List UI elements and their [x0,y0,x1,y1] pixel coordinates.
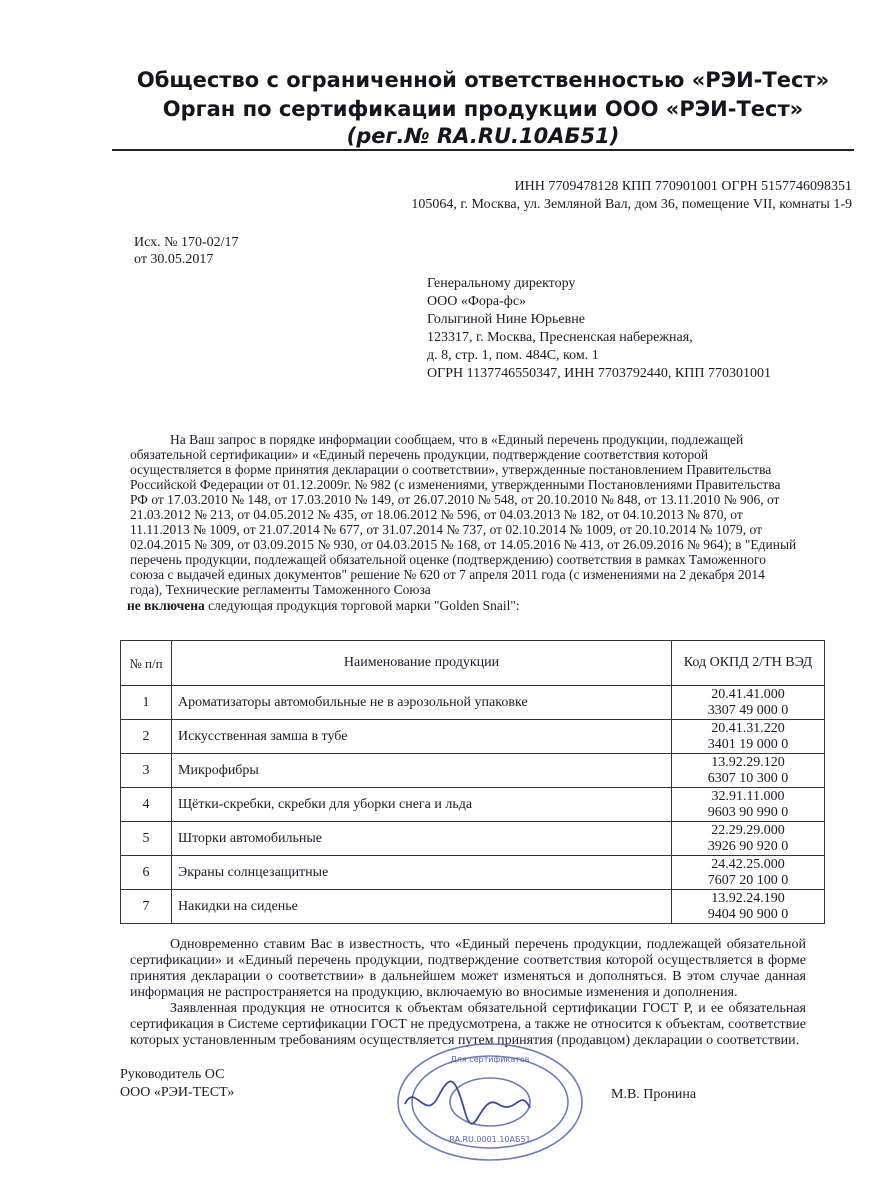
table-row [121,856,825,890]
okpd-code: 13.92.24.190 [711,890,785,906]
row-name: Искусственная замша в тубе [172,720,672,754]
org-name: Общество с ограниченной ответственностью «РЭИ-Тест» [136,68,830,92]
body-line: Российской Федерации от 01.12.2009г. № 982 (с изменениями, утвержденными Постановлениями Правительства [130,477,781,492]
row-num: 2 [121,720,172,754]
row-name: Шторки автомобильные [172,822,672,856]
row-code [672,754,825,788]
okpd-code: 24.42.25.000 [711,856,785,872]
row-name: Накидки на сиденье [172,890,672,924]
registration-number: (рег.№ RA.RU.10АБ51) [346,124,620,148]
org-address: 105064, г. Москва, ул. Земляной Вал, дом 36, помещение VII, комнаты 1-9 [411,197,852,212]
not-included-rest: следующая продукция торговой марки "Golden Snail": [204,598,520,613]
signatory-name: М.В. Пронина [611,1087,697,1102]
row-code [672,856,825,890]
official-stamp [380,1042,600,1162]
table-header-row [121,641,825,686]
okpd-code: 20.41.31.220 [711,720,785,736]
body-line: РФ от 17.03.2010 № 148, от 17.03.2010 № 149, от 26.07.2010 № 548, от 20.10.2010 № 848, от 13.11.2010 № 906, от [130,492,780,507]
body-line: 02.04.2015 № 309, от 03.09.2015 № 930, от 04.03.2015 № 168, от 14.05.2016 № 413, от 26.09.2016 № 964); в "Единый [130,537,797,552]
not-included-bold: не включена [127,598,205,613]
tnved-code: 9404 90 900 0 [707,906,789,922]
recipient-line: ОГРН 1137746550347, ИНН 7703792440, КПП 770301001 [427,366,771,381]
row-name: Экраны солнцезащитные [172,856,672,890]
row-num: 1 [121,686,172,720]
okpd-code: 20.41.41.000 [711,686,785,702]
closing-para-2: Заявленная продукция не относится к объектам обязательной сертификации ГОСТ Р, и ее обязательная сертификация в Системе сертификации ГОСТ не предусмотрена, а также не относится к объектам, соответствие которых установленным требованиям осуществляется путем принятия (продавцом) декларации о соответствии. [130,1001,806,1048]
tnved-code: 3401 19 000 0 [707,736,789,752]
tnved-code: 3307 49 000 0 [707,702,789,718]
closing-paragraphs [130,937,806,1049]
signatory-title: Руководитель ОС [120,1067,225,1082]
row-code [672,686,825,720]
row-num: 6 [121,856,172,890]
recipient-line: 123317, г. Москва, Пресненская набережная, [427,330,693,345]
recipient-line: ООО «Фора-фс» [427,294,527,309]
closing-para-1: Одновременно ставим Вас в известность, что «Единый перечень продукции, подлежащей обязательной сертификации» и «Единый перечень продукции, подтверждение соответствия которой осуществляется в форме принятия декларации о соответствии» в дальнейшем может изменяться и дополняться. В этом случае данная информация не распространяется на продукцию, включаемую во вносимые изменения и дополнения. [130,937,806,1000]
body-line: союза с выдачей единых документов" решение № 620 от 7 апреля 2011 года (с изменениями на 2 декабря 2014 [130,567,765,582]
row-name: Ароматизаторы автомобильные не в аэрозольной упаковке [172,686,672,720]
table-row [121,822,825,856]
recipient-line: д. 8, стр. 1, пом. 484С, ком. 1 [427,348,599,363]
body-line: перечень продукции, подлежащей обязательной оценке (подтверждению) соответствия в рамках Таможенного [130,552,766,567]
okpd-code: 22.29.29.000 [711,822,785,838]
row-code [672,720,825,754]
tnved-code: 6307 10 300 0 [707,770,789,786]
signatory-org: ООО «РЭИ-ТЕСТ» [120,1085,235,1100]
table-row [121,754,825,788]
row-num: 3 [121,754,172,788]
outgoing-number: Исх. № 170-02/17 [134,235,239,250]
table-row [121,686,825,720]
row-name: Микрофибры [172,754,672,788]
tnved-code: 3926 90 920 0 [707,838,789,854]
header-num: № п/п [121,641,172,686]
recipient-line: Генеральному директору [427,276,576,291]
body-line: осуществляется в форме принятия декларации о соответствии», утвержденные постановлением Правительства [130,462,772,477]
row-name: Щётки-скребки, скребки для уборки снега и льда [172,788,672,822]
row-num: 5 [121,822,172,856]
body-line: года), Технические регламенты Таможенного Союза [130,582,431,597]
recipient-line: Голыгиной Нине Юрьевне [427,312,585,327]
header-code: Код ОКПД 2/ТН ВЭД [672,641,825,686]
not-included-line [127,598,520,614]
tnved-code: 9603 90 990 0 [707,804,789,820]
okpd-code: 32.91.11.000 [711,788,785,804]
tnved-code: 7607 20 100 0 [707,872,789,888]
table-row [121,788,825,822]
row-code [672,822,825,856]
table-row [121,720,825,754]
org-requisites: ИНН 7709478128 КПП 770901001 ОГРН 5157746098351 [514,179,852,194]
body-line: обязательной сертификации» и «Единый перечень продукции, подтверждение соответствия которой [130,447,709,462]
stamp-inner-text: Для сертификатов [450,1055,530,1064]
row-num: 4 [121,788,172,822]
okpd-code: 13.92.29.120 [711,754,785,770]
body-line: 21.03.2012 № 213, от 04.05.2012 № 435, от 18.06.2012 № 596, от 04.03.2013 № 182, от 04.10.2013 № 870, от [130,507,743,522]
row-code [672,788,825,822]
header-rule [112,149,854,151]
stamp-reg-text: RA.RU.0001.10АБ51 [449,1135,531,1144]
table-row [121,890,825,924]
row-num: 7 [121,890,172,924]
body-line: На Ваш запрос в порядке информации сообщаем, что в «Единый перечень продукции, подлежащей [170,432,744,447]
header-name: Наименование продукции [172,641,672,686]
handwritten-signature [405,1081,530,1123]
cert-body-name: Орган по сертификации продукции ООО «РЭИ-Тест» [162,97,804,121]
body-line: 11.11.2013 № 1009, от 21.07.2014 № 677, от 31.07.2014 № 737, от 02.10.2014 № 1009, от 20.10.2014 № 1079, от [130,522,763,537]
row-code [672,890,825,924]
product-table [120,640,825,924]
outgoing-date: от 30.05.2017 [134,252,214,267]
